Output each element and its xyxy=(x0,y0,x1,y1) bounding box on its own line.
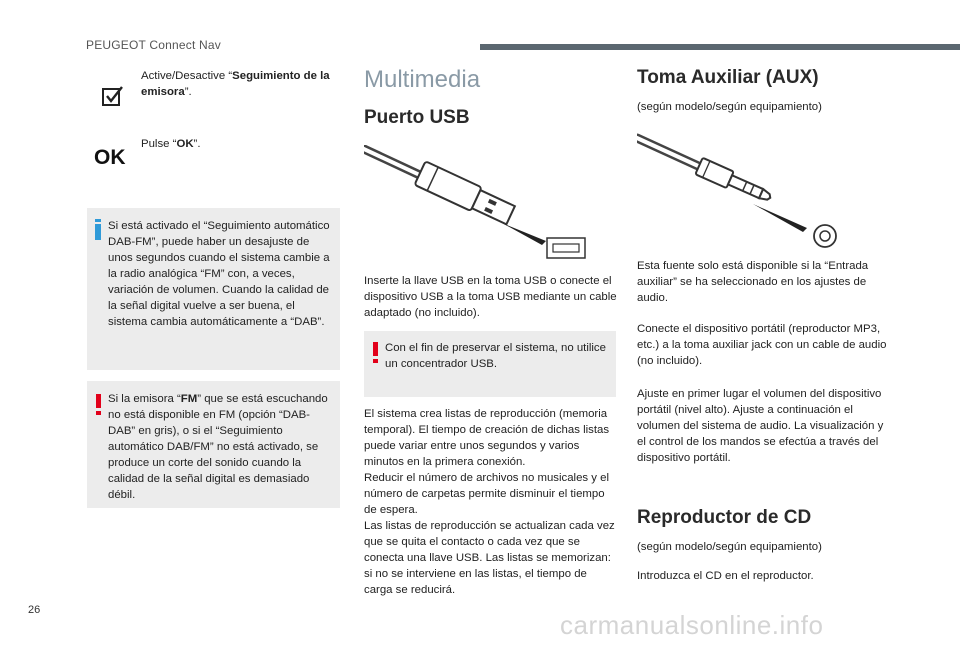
step1-suffix: ”. xyxy=(184,86,192,98)
aux-paragraph-2: Conecte el dispositivo portátil (reproductor MP3, etc.) a la toma auxiliar jack con un cable de audio (no incluido). xyxy=(637,323,887,367)
warning-icon xyxy=(93,394,107,412)
jack-illustration xyxy=(637,132,847,250)
usb-paragraph-1: Inserte la llave USB en la toma USB o conecte el dispositivo USB a la toma USB mediante un cable adaptado (no incluido). xyxy=(364,275,617,319)
header-bar xyxy=(480,44,960,50)
step-toggle-station-tracking xyxy=(141,68,336,100)
section-title-multimedia: Multimedia xyxy=(364,66,481,93)
warn1-prefix: Si la emisora “ xyxy=(108,393,181,405)
info-note-text: Si está activado el “Seguimiento automático DAB-FM”, puede haber un desajuste de unos segundos cuando el sistema cambie a la radio analógica “FM” con, a veces, variación de volumen. Cuando la calidad de la señal digital vuelve a ser buena, el sistema cambia automáticamente a “DAB”. xyxy=(108,220,330,328)
step2-bold: OK xyxy=(176,138,194,150)
usb-warning-box xyxy=(364,331,616,397)
info-note-box xyxy=(87,208,340,370)
aux-paragraph-3: Ajuste en primer lugar el volumen del dispositivo portátil (nivel alto). Ajuste a continuación el volumen del sistema de audio. La visualización y el control de los mandos se efectúa a través del dispositivo portátil. xyxy=(637,388,884,464)
step2-suffix: ”. xyxy=(193,138,201,150)
aux-availability: (según modelo/según equipamiento) xyxy=(637,101,822,113)
usb-warning-text: Con el fin de preservar el sistema, no utilice un concentrador USB. xyxy=(385,342,606,370)
step1-bold: Seguimiento de la emisora xyxy=(141,70,330,98)
warning-icon xyxy=(370,342,384,360)
warning-note-box xyxy=(87,381,340,508)
aux-paragraph-1: Esta fuente solo está disponible si la “Entrada auxiliar” se ha seleccionado en los ajustes de audio. xyxy=(637,260,869,304)
page-number: 26 xyxy=(28,604,41,616)
watermark: carmanualsonline.info xyxy=(560,610,824,640)
usb-paragraph-2: El sistema crea listas de reproducción (memoria temporal). El tiempo de creación de dichas listas puede variar entre unos segundos y varios minutos en la primera conexión. Reducir el número de archivos no musicales y el número de carpetas permite disminuir el tiempo de espera. Las listas de reproducción se actualizan cada vez que se quita el contacto o cada vez que se conecta una llave USB. Las listas se memorizan: si no se interviene en las listas, el tiempo de carga se reducirá. xyxy=(364,408,615,596)
step-press-ok xyxy=(141,136,201,152)
step2-prefix: Pulse “ xyxy=(141,138,177,150)
cd-paragraph-1: Introduzca el CD en el reproductor. xyxy=(637,570,814,582)
step1-prefix: Active/Desactive “ xyxy=(141,70,233,82)
running-header: PEUGEOT Connect Nav xyxy=(86,38,221,52)
title-cd-player: Reproductor de CD xyxy=(637,507,812,528)
title-aux: Toma Auxiliar (AUX) xyxy=(637,67,819,88)
subtitle-usb-port: Puerto USB xyxy=(364,107,470,128)
warn1-suffix: ” que se está escuchando no está disponible en FM (opción “DAB-DAB” en gris), o si el “Seguimiento automático DAB/FM” no está activado, se produce un corte del sonido cuando la calidad de la señal digital es demasiado débil. xyxy=(108,393,328,501)
checkbox-icon xyxy=(100,84,126,108)
info-icon xyxy=(93,219,107,237)
warning-note-text xyxy=(108,391,336,503)
usb-illustration xyxy=(364,145,594,263)
cd-availability: (según modelo/según equipamiento) xyxy=(637,541,822,553)
warn1-bold: FM xyxy=(180,393,198,405)
ok-icon: OK xyxy=(94,146,126,169)
